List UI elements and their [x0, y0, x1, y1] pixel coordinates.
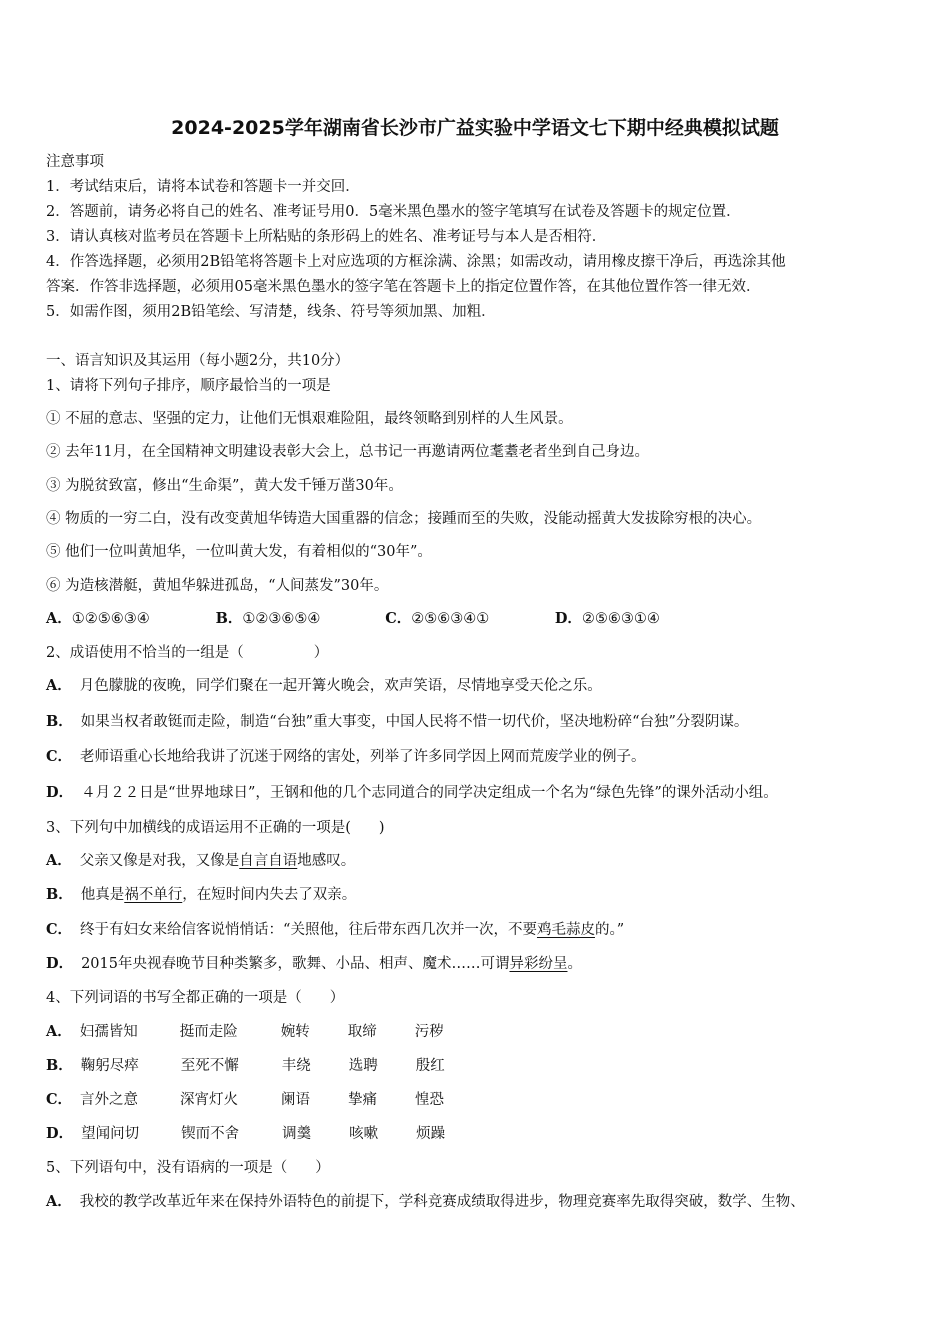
option-b[interactable] — [216, 610, 381, 628]
notice-item: 4．作答选择题，必须用2B铅笔将答题卡上对应选项的方框涂满、涂黑；如需改动，请用橡皮擦干净后，再选涂其他 — [46, 254, 786, 270]
option-label: D． — [46, 784, 74, 801]
option-text: 终于有妇女来给信客说悄悄话：“关照他，往后带东西几次并一次，不要 — [80, 922, 537, 938]
word: 挺而走险 — [179, 1024, 238, 1040]
option-text: 2015年央视春晚节目种类繁多，歌舞、小品、相声、魔术……可谓 — [81, 956, 510, 972]
option-label: D． — [46, 1125, 74, 1142]
q1-sentence: ④ 物质的一穷二白，没有改变黄旭华铸造大国重器的信念；接踵而至的失败，没能动摇黄大发拔除穷根的决心。 — [46, 511, 762, 527]
option-label: C． — [46, 921, 73, 938]
option-label: A． — [46, 852, 72, 869]
q4-option-b[interactable] — [46, 1057, 445, 1075]
q2-option-d[interactable] — [46, 784, 778, 802]
stem-text: 2、成语使用不恰当的一组是（ — [46, 645, 244, 661]
word: 污秽 — [414, 1024, 444, 1040]
word: 阑语 — [281, 1092, 311, 1108]
option-label: B． — [46, 1057, 73, 1074]
word: 调羹 — [282, 1126, 312, 1142]
option-text: 如果当权者敢铤而走险，制造“台独”重大事变，中国人民将不惜一切代价，坚决地粉碎“台独”分裂阴谋。 — [80, 714, 749, 730]
word: 鞠躬尽瘁 — [80, 1058, 139, 1074]
option-label: C． — [385, 610, 412, 627]
question-stem: 1、请将下列句子排序，顺序最恰当的一项是 — [46, 378, 331, 394]
question-stem — [46, 1159, 330, 1177]
section-heading: 一、语言知识及其运用（每小题2分，共10分） — [46, 353, 350, 369]
stem-end: ） — [329, 990, 345, 1006]
notice-item: 5．如需作图，须用2B铅笔绘、写清楚，线条、符号等须加黑、加粗． — [46, 304, 496, 320]
option-text: ②⑤⑥③④① — [411, 611, 490, 627]
option-text: 地感叹。 — [297, 853, 356, 869]
word: 咳嗽 — [349, 1126, 379, 1142]
stem-text: 4、下列词语的书写全都正确的一项是（ — [46, 990, 302, 1006]
q2-option-b[interactable] — [46, 713, 748, 731]
q4-option-d[interactable] — [46, 1125, 445, 1143]
word: 锲而不舍 — [181, 1126, 240, 1142]
q1-sentence: ⑤ 他们一位叫黄旭华，一位叫黄大发，有着相似的“30年”。 — [46, 544, 432, 560]
notice-item: 2．答题前，请务必将自己的姓名、准考证号用0．5毫米黑色墨水的签字笔填写在试卷及答题卡的规定位置． — [46, 204, 741, 220]
q3-option-a[interactable] — [46, 852, 355, 870]
underlined-idiom: 异彩纷呈 — [509, 956, 568, 972]
option-label: B． — [215, 610, 243, 627]
q1-options — [46, 610, 660, 628]
option-label: A． — [46, 1193, 72, 1210]
option-label: C． — [46, 1091, 73, 1108]
q1-sentence: ⑥ 为造核潜艇，黄旭华躲进孤岛，“人间蒸发”30年。 — [46, 578, 389, 594]
word: 望闻问切 — [81, 1126, 140, 1142]
stem-end: ) — [378, 820, 385, 836]
q1-sentence: ③ 为脱贫致富，修出“生命渠”，黄大发千锤万凿30年。 — [46, 478, 403, 494]
underlined-idiom: 自言自语 — [239, 853, 298, 869]
page-title: 2024-2025学年湖南省长沙市广益实验中学语文七下期中经典模拟试题 — [171, 117, 779, 139]
option-label: B． — [46, 886, 73, 903]
word: 妇孺皆知 — [79, 1024, 138, 1040]
option-text: 。 — [567, 956, 582, 972]
word: 取缔 — [347, 1024, 377, 1040]
option-label: D． — [46, 955, 74, 972]
option-text: 我校的教学改革近年来在保持外语特色的前提下，学科竞赛成绩取得进步，物理竞赛率先取得突破，数学、生物、 — [79, 1194, 805, 1210]
word: 惶恐 — [415, 1092, 445, 1108]
q1-sentence: ① 不屈的意志、坚强的定力，让他们无惧艰难险阻，最终领略到别样的人生风景。 — [46, 411, 573, 427]
word: 殷红 — [415, 1058, 445, 1074]
underlined-idiom: 鸡毛蒜皮 — [536, 922, 595, 938]
option-text: 老师语重心长地给我讲了沉迷于网络的害处，列举了许多同学因上网而荒废学业的例子。 — [80, 749, 646, 765]
word: 深宵灯火 — [180, 1092, 239, 1108]
word: 选聘 — [348, 1058, 378, 1074]
option-text: ，在短时间内失去了双亲。 — [182, 887, 357, 903]
question-stem — [46, 644, 328, 662]
option-text: ①②③⑥⑤④ — [242, 611, 321, 627]
word: 挚痛 — [348, 1092, 378, 1108]
stem-end: ） — [313, 645, 329, 661]
option-text: 父亲又像是对我，又像是 — [79, 853, 240, 869]
q3-option-c[interactable] — [46, 921, 624, 939]
option-label: C． — [46, 748, 73, 765]
stem-text: 5、下列语句中，没有语病的一项是（ — [46, 1160, 288, 1176]
option-text: 月色朦胧的夜晚，同学们聚在一起开篝火晚会，欢声笑语，尽情地享受天伦之乐。 — [79, 678, 602, 694]
option-d[interactable] — [555, 610, 660, 628]
option-text: ②⑤⑥③①④ — [581, 611, 660, 627]
notice-item: 答案．作答非选择题，必须用05毫米黑色墨水的签字笔在答题卡上的指定位置作答，在其他位置作答一律无效． — [46, 279, 761, 295]
option-text: ①②⑤⑥③④ — [71, 611, 150, 627]
notice-item: 3．请认真核对监考员在答题卡上所粘贴的条形码上的姓名、准考证号与本人是否相符． — [46, 229, 607, 245]
option-text: 他真是 — [80, 887, 125, 903]
q1-sentence: ② 去年11月，在全国精神文明建设表彰大会上，总书记一再邀请两位耄耋老者坐到自己身边。 — [46, 444, 650, 460]
option-c[interactable] — [385, 610, 550, 628]
option-label: B． — [46, 713, 73, 730]
word: 至死不懈 — [180, 1058, 239, 1074]
option-label: A． — [46, 677, 72, 694]
word: 烦躁 — [416, 1126, 446, 1142]
stem-end: ） — [315, 1160, 330, 1176]
q2-option-c[interactable] — [46, 748, 646, 766]
question-stem — [46, 989, 344, 1007]
word: 言外之意 — [80, 1092, 139, 1108]
q5-option-a[interactable] — [46, 1193, 805, 1211]
question-stem — [46, 819, 385, 837]
option-label: A． — [46, 1023, 72, 1040]
q4-option-c[interactable] — [46, 1091, 444, 1109]
option-a[interactable] — [46, 610, 211, 628]
underlined-idiom: 祸不单行 — [124, 887, 183, 903]
q2-option-a[interactable] — [46, 677, 602, 695]
stem-text: 3、下列句中加横线的成语运用不正确的一项是( — [46, 820, 351, 836]
option-label: A． — [46, 610, 72, 627]
option-text: ４月２２日是“世界地球日”，王钢和他的几个志同道合的同学决定组成一个名为“绿色先锋”的课外活动小组。 — [81, 785, 778, 801]
word: 丰绕 — [281, 1058, 311, 1074]
notice-heading: 注意事项 — [46, 154, 104, 170]
option-text: 的。” — [594, 922, 625, 938]
q3-option-b[interactable] — [46, 886, 356, 904]
notice-item: 1．考试结束后，请将本试卷和答题卡一并交回． — [46, 179, 360, 195]
q3-option-d[interactable] — [46, 955, 582, 973]
q4-option-a[interactable] — [46, 1023, 444, 1041]
word: 婉转 — [280, 1024, 310, 1040]
option-label: D． — [554, 610, 582, 627]
